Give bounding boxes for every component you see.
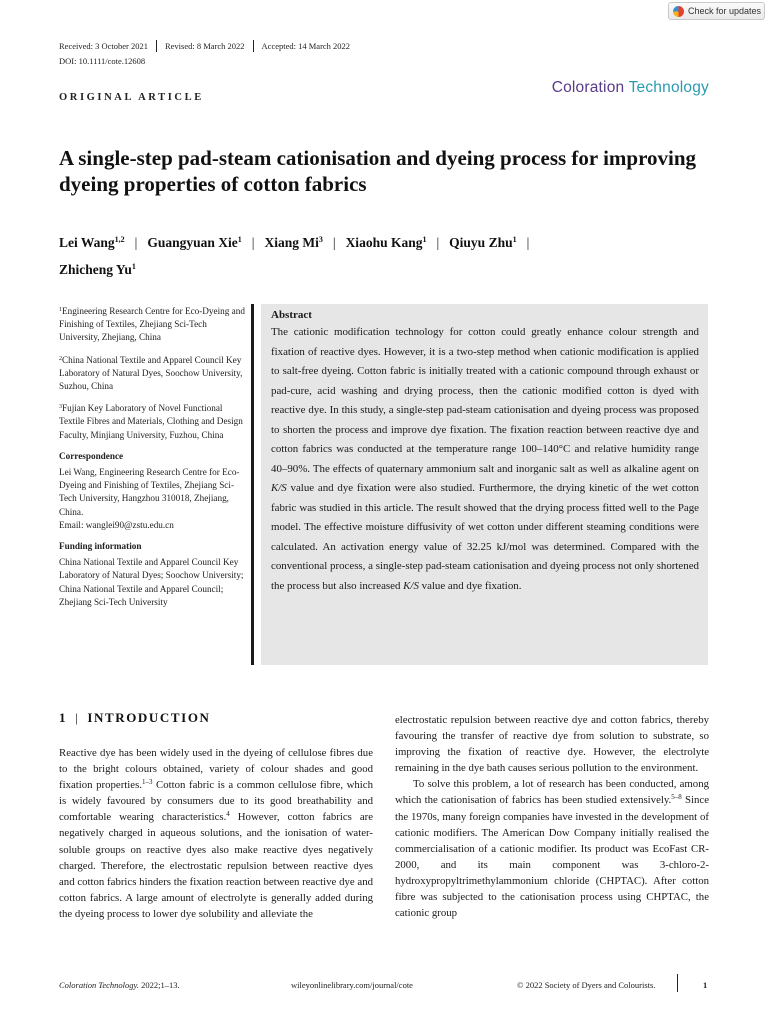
doi[interactable]: DOI: 10.1111/cote.12608 — [59, 56, 146, 66]
journal-logo-word-1: Coloration — [551, 79, 625, 96]
article-sidebar — [59, 304, 245, 617]
article-title: A single-step pad-steam cationisation and dyeing process for improving dyeing properties of cotton fabrics — [59, 146, 697, 196]
affiliation: $^1$Engineering Research Centre for Eco-Dyeing and Finishing of Textiles, Zhejiang Sci-Tech University, Zhejiang, China — [59, 306, 245, 343]
paragraph: electrostatic repulsion between reactive dye and cotton fabrics, thereby favouring the transfer of reactive dye from solution to substrate, so improving the fixation of reactive dye. However, the electrolyte remaining in the dye bath causes serious pollution to the environment. — [395, 714, 709, 775]
section-number: 1 — [59, 710, 68, 725]
check-for-updates-label: Check for updates — [688, 6, 762, 16]
abstract-heading: Abstract — [271, 309, 312, 321]
check-for-updates-button[interactable] — [668, 2, 765, 20]
citation-ref[interactable]: 4 — [226, 810, 230, 819]
sidebar-divider — [251, 304, 254, 665]
footer-copyright: © 2022 Society of Dyers and Colourists. — [517, 980, 656, 990]
citation-ref[interactable]: 1–3 — [142, 778, 153, 787]
received-date: Received: 3 October 2021 — [59, 41, 148, 51]
author-name[interactable]: Zhicheng Yu$^1$ — [59, 262, 136, 277]
footer-citation: Coloration Technology. 2022;1–13. — [59, 980, 180, 990]
page-footer — [59, 980, 709, 994]
crossmark-icon — [673, 6, 684, 17]
author-name[interactable]: Lei Wang$^{1,2}$ — [59, 235, 125, 250]
article-history — [59, 40, 358, 52]
correspondence-heading: Correspondence — [59, 450, 124, 461]
author-name[interactable]: Qiuyu Zhu$^1$ — [449, 235, 517, 250]
citation-ref[interactable]: 5–8 — [671, 793, 682, 802]
revised-date: Revised: 8 March 2022 — [156, 40, 253, 52]
funding-text: China National Textile and Apparel Council Key Laboratory of Natural Dyes; Soochow University; China National Textile and Apparel Council; Zhejiang Sci-Tech University — [59, 557, 244, 607]
author-name[interactable]: Xiaohu Kang$^1$ — [345, 235, 427, 250]
section-heading: 1 | INTRODUCTION — [59, 710, 211, 725]
author-name[interactable]: Xiang Mi$^3$ — [264, 235, 323, 250]
body-column-right — [395, 712, 709, 921]
author-name[interactable]: Guangyuan Xie$^1$ — [147, 235, 242, 250]
journal-logo-word-2: Technology — [628, 79, 709, 96]
footer-divider — [677, 974, 678, 992]
author-list: Lei Wang$^{1,2}$ | Guangyuan Xie$^1$ | Xiang Mi$^3$ | Xiaohu Kang$^1$ | Qiuyu Zhu$^1$ | Zhicheng Yu$^1$ — [59, 235, 530, 277]
paragraph: To solve this problem, a lot of research has been conducted, among which the cationisation of fabrics has been studied extensively.$^{5-8}$ Since the 1970s, many foreign companies have invested in the development of cationic modifiers. The American Dow Company initially realised the commercialisation of a cationic modifier. Its product was EcoFast CR-2000, and its main component was 3-chloro-2-hydroxypropyltrimethylammonium chloride (CHPTAC). After cotton fibre was subjected to the cationisation process using CHPTAC, the cationic group — [395, 778, 710, 920]
section-title: INTRODUCTION — [87, 710, 211, 725]
accepted-date: Accepted: 14 March 2022 — [253, 40, 359, 52]
correspondence-email[interactable]: Email: wanglei90@zstu.edu.cn — [59, 519, 174, 530]
page-number: 1 — [703, 980, 708, 990]
affiliation: $^2$China National Textile and Apparel Council Key Laboratory of Natural Dyes, Soochow University, Suzhou, China — [59, 354, 243, 392]
abstract-text: The cationic modification technology for cotton could greatly enhance colour strength and fixation of reactive dyes. However, it is a two-step method when cationic modification is applied to salt-free dyeing. Cotton fabric is initially treated with a cationic compound through exhaust or pad-cure, acid washing and drying process, then the cationic modified cotton is dyed with reactive dye. In this study, a single-step pad-steam cationisation and dyeing process was proposed to shorten the process and improve dye fixation. The fixation reaction between reactive dye and cotton fabrics was conducted at the temperature range 100–140°C and relative humidity range 40–90%. The effects of quaternary ammonium salt and inorganic salt as well as alkaline agent on K/S value and dye fixation were also studied. Furthermore, the drying kinetic of the wet cotton fabric was studied in this article. The result showed that the drying process fitted well to the Page model. The effective moisture diffusivity of wet cotton under different steaming conditions were calculated. An activation energy value of 32.25 kJ/mol was determined. Compared with the conventional process, a single-step pad-steam cationisation and dyeing process not only shortened the process but also increased K/S value and dye fixation. — [271, 326, 699, 592]
journal-logo — [552, 79, 709, 97]
funding-heading: Funding information — [59, 541, 142, 552]
affiliation: $^3$Fujian Key Laboratory of Novel Functional Textile Fibres and Materials, Clothing and Design Faculty, Minjiang University, Fuzhou, China — [59, 403, 243, 440]
article-type: ORIGINAL ARTICLE — [59, 92, 204, 103]
body-column-left: Reactive dye has been widely used in the dyeing of cellulose fibres due to the bright colours obtained, variety of colour shades and good fixation properties.$^{1-3}$ Cotton fabric is a common cellulose fibre, which is widely favoured by consumers due to its good breathability and comfortable wearing characteristics.$^4$ However, cotton fabrics are negatively charged in aqueous solutions, and the ionisation of water-soluble groups on reactive dyes also make reactive dyes negatively charged. Therefore, the electrostatic repulsion between reactive dyes and cotton fabrics hinders the fixation reaction between reactive dye and cotton fabrics. A large amount of electrolyte is generally added during the dyeing process to lower dye solubility and alleviate the — [59, 747, 373, 920]
correspondence-text: Lei Wang, Engineering Research Centre for Eco-Dyeing and Finishing of Textiles, Zhejiang Sci-Tech University, Hangzhou 310018, Zhejiang, China. — [59, 467, 240, 517]
abstract-box — [261, 304, 708, 665]
footer-url[interactable]: wileyonlinelibrary.com/journal/cote — [291, 980, 413, 990]
